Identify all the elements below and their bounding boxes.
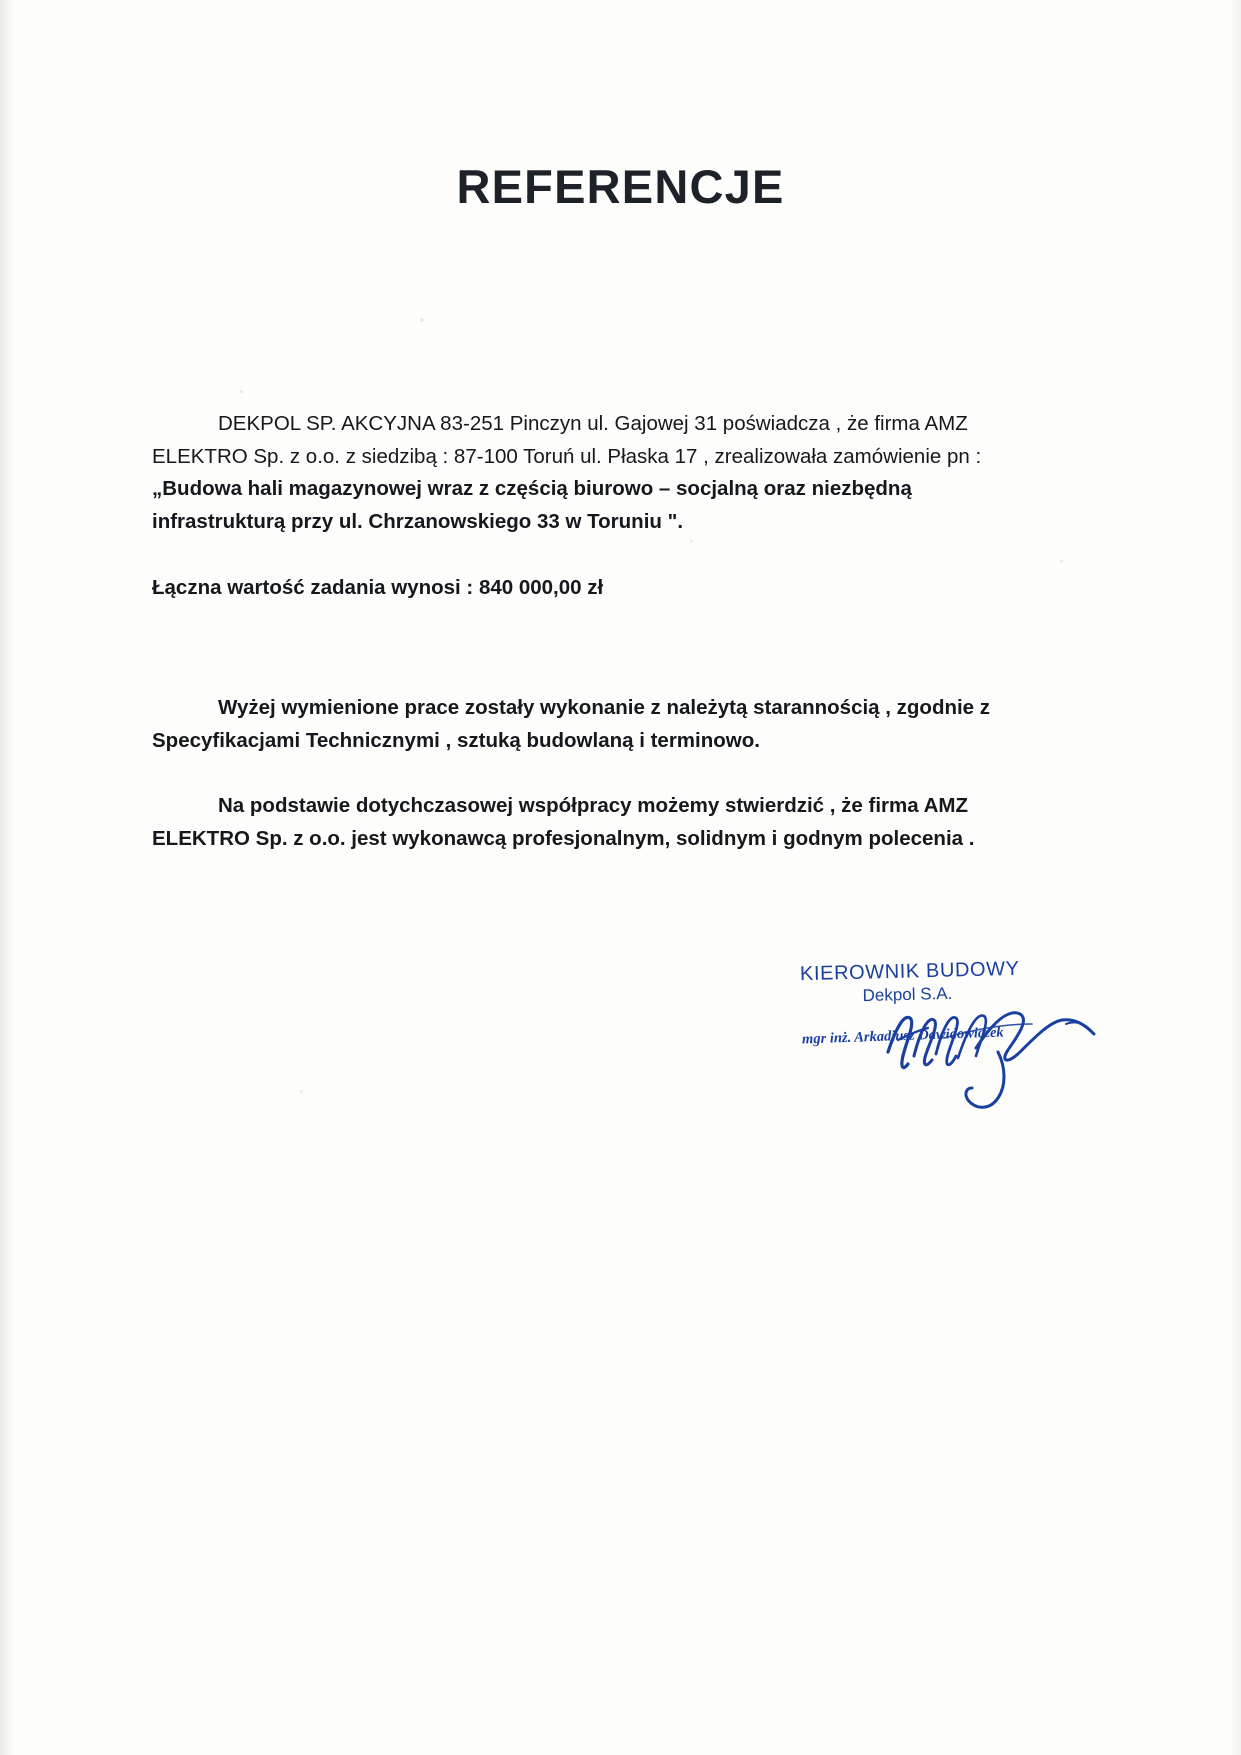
intro-line-4: infrastrukturą przy ul. Chrzanowskiego 33 w Toruniu ". [152,509,684,533]
scan-edge-left [0,0,14,1755]
page-title: REFERENCJE [456,160,785,214]
summary-line-1: Na podstawie dotychczasowej współpracy możemy stwierdzić , że firma AMZ [218,794,968,817]
intro-line-2: ELEKTRO Sp. z o.o. z siedzibą : 87-100 Toruń ul. Płaska 17 , zrealizowała zamówienie pn : [152,444,982,468]
stamp-company: Dekpol S.A. [862,983,953,1006]
scan-speck [420,318,424,322]
quality-line-1: Wyżej wymienione prace zostały wykonanie z należytą starannością , zgodnie z [218,696,991,719]
paragraph-contract-value [152,572,997,605]
intro-line-3: „Budowa hali magazynowej wraz z częścią biurowo – socjalną oraz niezbędną [152,477,912,500]
summary-line-2: ELEKTRO Sp. z o.o. jest wykonawcą profesjonalnym, solidnym i godnym polecenia . [152,826,975,850]
scan-edge-right [1231,0,1241,1755]
signature-stamp [799,957,1060,1100]
scan-speck [690,540,693,543]
quality-line-2: Specyfikacjami Technicznymi , sztuką budowlaną i terminowo. [152,728,760,752]
paragraph-summary [152,790,997,855]
paragraph-quality [152,692,997,757]
intro-line-1: DEKPOL SP. AKCYJNA 83-251 Pinczyn ul. Gajowej 31 poświadcza , że firma AMZ [218,412,968,435]
scan-speck [300,1090,303,1093]
stamp-role: KIEROWNIK BUDOWY [799,957,1020,986]
scan-speck [1060,560,1063,563]
scan-speck [240,390,243,393]
stamp-person-name: mgr inż. Arkadiusz Dawidowiczek [801,1024,1004,1048]
paragraph-intro [152,408,997,538]
handwritten-signature-icon [880,994,1110,1114]
contract-value-text: Łączna wartość zadania wynosi : 840 000,00 zł [152,576,604,599]
